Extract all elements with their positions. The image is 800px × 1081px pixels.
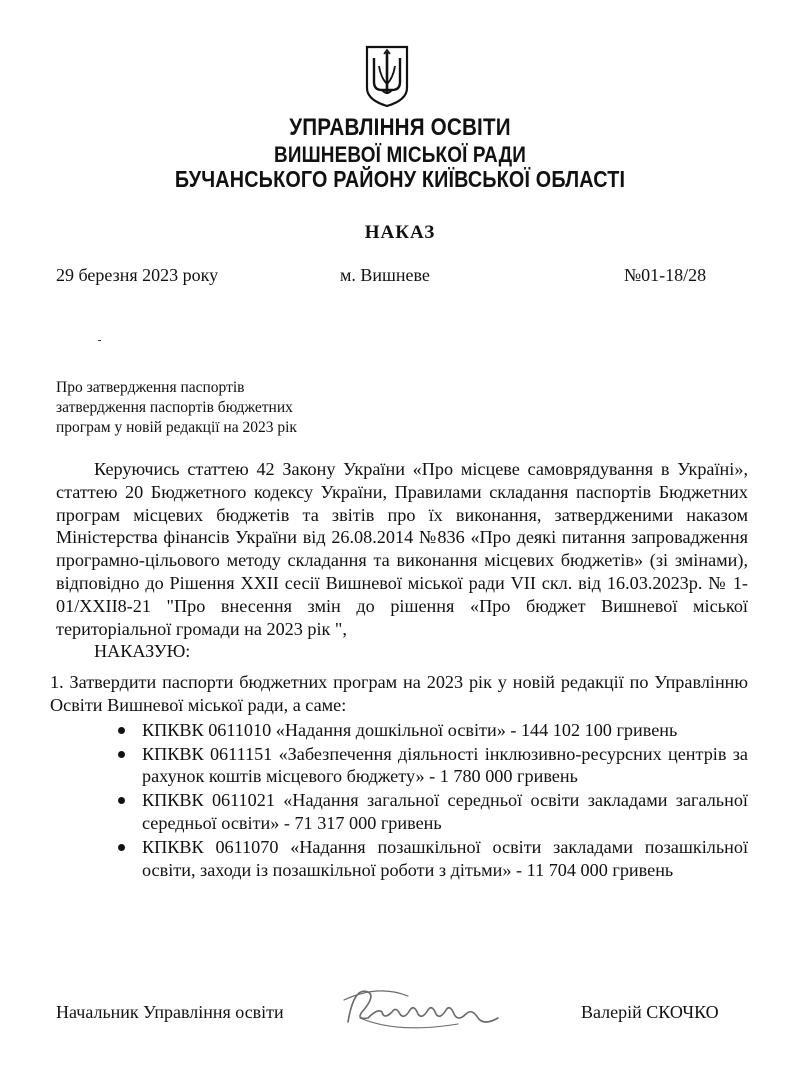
signer-name: Валерій СКОЧКО [581,1002,719,1022]
trident-emblem-icon [364,44,410,108]
preamble-paragraph: Керуючись статтею 42 Закону України «Про місцеве самоврядування в Україні», статтею 20 Бюджетного кодексу України, Правилами складання паспортів Бюджетних програм місцевих бюджетів та звітів про їх виконання, затвердженими наказом Міністерства фінансів України від 26.08.2014 №836 «Про деякі питання запровадження програмно-цільового методу складання та виконання місцевих бюджетів» (зі змінами), відповідно до Рішення ХХІІ сесії Вишневої міської ради VII скл. від 16.03.2023р. № 1-01/ХХІІ8-21 "Про внесення змін до рішення «Про бюджет Вишневої міської територіальної громади на 2023 рік ", [56,459,748,639]
scan-mark [98,340,101,341]
signer-position: Начальник Управління освіти [56,1002,284,1022]
bullet-icon [118,727,125,734]
document-title: НАКАЗ [364,222,436,243]
subject-line: Про затвердження паспортів [56,379,245,396]
program-list [56,719,748,882]
program-text: КПКВК 0611070 «Надання позашкільної освіти закладами позашкільної освіти, заходи із позашкільної роботи з дітьми» - 11 704 000 гривень [142,836,748,880]
org-name-line3: БУЧАНСЬКОГО РАЙОНУ КИЇВСЬКОЇ ОБЛАСТІ [174,166,626,192]
program-text: КПКВК 0611151 «Забезпечення діяльності інклюзивно-ресурсних центрів за рахунок коштів місцевого бюджету» - 1 780 000 гривень [142,743,748,787]
order-word: НАКАЗУЮ: [94,641,191,662]
document-date: 29 березня 2023 року [56,265,219,285]
order-item-1: 1. Затвердити паспорти бюджетних програм на 2023 рік у новій редакції по Управлінню Освіти Вишневої міської ради, а саме: [50,672,748,715]
org-name-line1: УПРАВЛІННЯ ОСВІТИ [289,114,511,141]
list-item [142,789,748,835]
order-subject [56,378,356,438]
subject-line: затвердження паспортів бюджетних [56,399,293,416]
program-text: КПКВК 0611010 «Надання дошкільної освіти» - 144 102 100 гривень [142,719,678,740]
list-item [142,743,748,789]
org-name-line2: ВИШНЕВОЇ МІСЬКОЇ РАДИ [274,142,526,167]
document-number: №01-18/28 [624,265,707,285]
order-body [50,458,748,882]
subject-line: програм у новій редакції на 2023 рік [56,419,297,436]
bullet-icon [118,797,125,804]
bullet-icon [118,751,125,758]
handwritten-signature [338,978,508,1044]
list-item [142,836,748,882]
program-text: КПКВК 0611021 «Надання загальної середньої освіти закладами загальної середньої освіти» - 71 317 000 гривень [142,790,748,833]
list-item [142,719,748,742]
document-city: м. Вишневе [340,265,430,285]
bullet-icon [118,844,125,851]
